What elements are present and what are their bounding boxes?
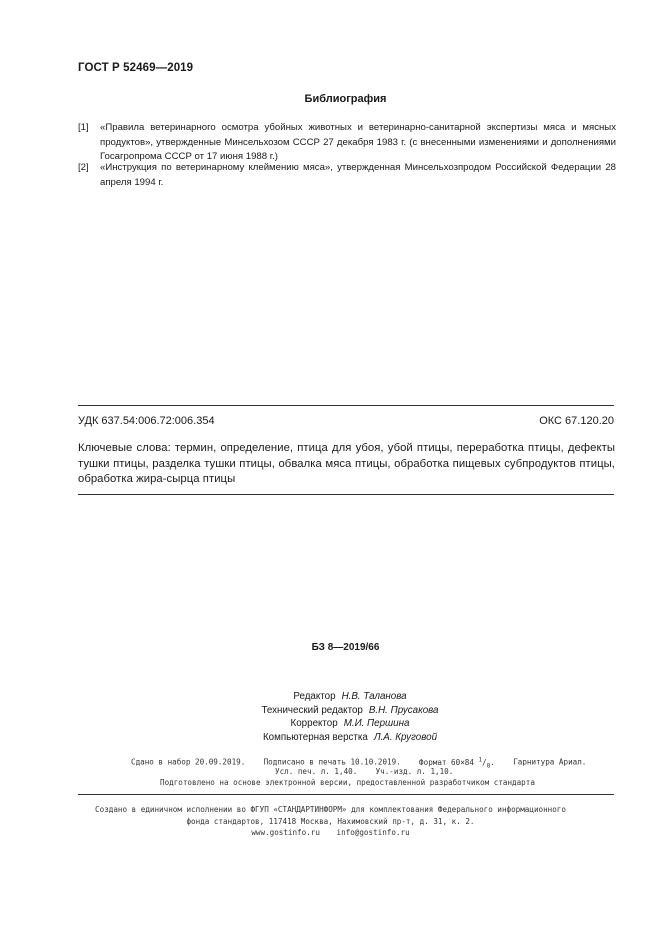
ref-number: [2] — [78, 162, 89, 173]
ref-number: [1] — [78, 122, 89, 133]
staff-name: Л.А. Круговой — [373, 731, 438, 743]
ref-text: «Инструкция по ветеринарному клеймению мяса», утвержденная Минсельхозпродом Российской Федерации 28 апреля 1994 г. — [100, 162, 616, 188]
oks-code: ОКС 67.120.20 — [539, 415, 614, 427]
publisher-links — [0, 827, 661, 839]
publisher-site-link[interactable]: www.gostinfo.ru — [251, 828, 320, 837]
udk-code: УДК 637.54:006.72:006.354 — [78, 415, 215, 427]
staff-role: Корректор — [290, 718, 338, 729]
divider-footer — [78, 794, 614, 795]
staff-name: Н.В. Таланова — [341, 691, 407, 702]
publisher-email-link[interactable]: info@gostinfo.ru — [336, 828, 410, 837]
staff-role: Технический редактор — [261, 704, 363, 716]
imprint-line-2 — [275, 767, 453, 776]
staff-row-corrector — [200, 717, 500, 731]
divider-bottom — [78, 494, 614, 495]
staff-name: В.Н. Прусакова — [368, 704, 439, 716]
staff-role: Компьютерная верстка — [262, 731, 368, 743]
imprint-signed: Подписано в печать 10.10.2019. — [263, 757, 401, 767]
imprint-sheets: Усл. печ. л. 1,40. — [275, 767, 358, 776]
imprint-format: Формат 60×84 $^1/_8$. — [419, 756, 495, 770]
publisher-line-2: фонда стандартов, 117418 Москва, Нахимовский пр-т, д. 31, к. 2. — [186, 816, 475, 826]
staff-role: Редактор — [293, 691, 336, 702]
publisher-line-1: Создано в единичном исполнении во ФГУП «СТАНДАРТИНФОРМ» для комплектования Федерального информационного — [95, 805, 566, 814]
keywords: Ключевые слова: термин, определение, птица для убоя, убой птицы, переработка птицы, дефекты тушки птицы, разделка тушки птицы, обвалка мяса птицы, обработка пищевых субпродуктов птицы, обработка жира-сырца птицы — [78, 442, 615, 485]
staff-row-layout — [200, 731, 500, 745]
bibliography-ref-2 — [78, 161, 616, 190]
publisher-block — [0, 804, 661, 839]
staff-row-tech-editor — [200, 704, 500, 718]
staff-name: М.И. Першина — [343, 718, 410, 729]
bibliography-title: Библиография — [304, 93, 387, 105]
imprint-edition: Уч.-изд. л. 1,10. — [375, 767, 454, 776]
bz-number: БЗ 8—2019/66 — [311, 642, 380, 653]
imprint-typeface: Гарнитура Ариал. — [513, 757, 587, 767]
imprint-sent: Сдано в набор 20.09.2019. — [131, 757, 246, 767]
imprint-prepared: Подготовлено на основе электронной версии, предоставленной разработчиком стандарта — [160, 778, 535, 787]
document-code: ГОСТ Р 52469—2019 — [78, 62, 194, 74]
divider-top — [78, 405, 614, 406]
ref-text: «Правила ветеринарного осмотра убойных животных и ветеринарно-санитарной экспертизы мяса и мясных продуктов», утвержденные Минсельхозом СССР 27 декабря 1983 г. (с внесенными изменениями и дополнениями Госагропрома СССР от 17 июня 1988 г.) — [100, 122, 616, 162]
bibliography-ref-1 — [78, 121, 616, 165]
staff-list — [200, 690, 500, 744]
staff-row-editor — [200, 690, 500, 704]
